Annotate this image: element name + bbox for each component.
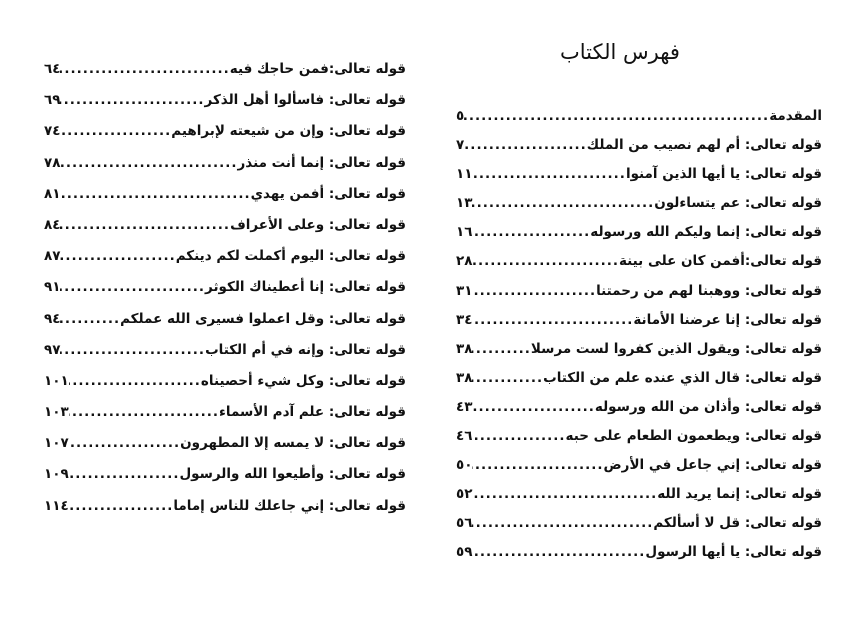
dot-leader <box>472 457 603 473</box>
toc-entry <box>44 217 406 248</box>
toc-entry-title: قوله تعالى: أفمن يهدي <box>250 185 406 202</box>
toc-entry-page: ٩١ <box>44 279 61 296</box>
dot-leader <box>60 311 120 327</box>
toc-entry-page: ٩٤ <box>44 310 61 327</box>
toc-entry-page: ٣٨ <box>456 340 473 357</box>
toc-entry-title: قوله تعالى:أفمن كان على بينة <box>618 253 822 270</box>
toc-entry-page: ٣٤ <box>456 311 473 328</box>
toc-entry <box>456 428 822 457</box>
toc-entry-title: قوله تعالى: أم لهم نصيب من الملك <box>586 137 822 154</box>
toc-entry-title: قوله تعالى: وكل شيء أحصيناه <box>200 372 406 389</box>
toc-entry <box>456 195 822 224</box>
toc-entry-page: ٨١ <box>44 185 61 202</box>
toc-entry-page: ٢٨ <box>456 253 473 270</box>
toc-entry <box>44 435 406 466</box>
toc-entry-page: ٥ <box>456 108 465 124</box>
toc-entry-page: ١٠١ <box>44 372 69 389</box>
toc-entry-page: ١٦ <box>456 224 473 241</box>
toc-entry <box>44 404 406 435</box>
toc-entry-title: قوله تعالى:فمن حاجك فيه <box>229 61 406 77</box>
toc-entry <box>44 498 406 529</box>
toc-entry-title: قوله تعالى: ويطعمون الطعام على حبه <box>565 428 822 445</box>
toc-entry-page: ٧٨ <box>44 154 61 171</box>
toc-entry-title: قوله تعالى: يا أيها الرسول <box>645 544 822 561</box>
toc-entry-title: قوله تعالى: قل لا أسألكم <box>653 515 822 532</box>
toc-entry-page: ١٠٩ <box>44 466 69 483</box>
dot-leader <box>60 155 237 171</box>
toc-entry-page: ٣٨ <box>456 369 473 386</box>
toc-entry <box>456 137 822 166</box>
toc-entry-title: قوله تعالى: إنا أعطيناك الكوثر <box>205 279 406 296</box>
toc-entry-title: قوله تعالى: وإنه في أم الكتاب <box>205 341 406 358</box>
toc-entry <box>456 166 822 195</box>
toc-entry-title: قوله تعالى: قال الذي عنده علم من الكتاب <box>543 369 822 386</box>
toc-entry <box>44 155 406 186</box>
toc-entry <box>456 108 822 137</box>
toc-entry-page: ٦٤ <box>44 61 61 77</box>
toc-entry <box>44 342 406 373</box>
toc-entry-title: قوله تعالى: لا يمسه إلا المطهرون <box>180 435 406 452</box>
toc-right-column <box>456 108 822 574</box>
toc-entry-page: ٥٠ <box>456 457 473 474</box>
toc-entry-title: قوله تعالى: إني جاعل في الأرض <box>603 457 822 474</box>
toc-entry-title: قوله تعالى: وقل اعملوا فسيرى الله عملكم <box>120 310 406 327</box>
dot-leader <box>472 370 543 386</box>
toc-entry <box>456 399 822 428</box>
toc-entry-page: ٣١ <box>456 282 473 299</box>
dot-leader <box>60 279 205 295</box>
dot-leader <box>60 186 250 202</box>
toc-entry-page: ١٠٣ <box>44 404 69 421</box>
toc-entry <box>456 486 822 515</box>
toc-entry-title: قوله تعالى: إنما يريد الله <box>657 486 822 503</box>
toc-entry <box>44 123 406 154</box>
toc-entry-page: ٦٩ <box>44 92 61 109</box>
toc-entry <box>44 466 406 497</box>
toc-entry-title: قوله تعالى: علم آدم الأسماء <box>219 404 406 421</box>
toc-entry-title: قوله تعالى: ووهبنا لهم من رحمتنا <box>596 282 822 299</box>
toc-entry-title: قوله تعالى: وأطيعوا الله والرسول <box>179 466 406 483</box>
toc-entry-page: ٩٧ <box>44 341 61 358</box>
toc-entry <box>456 544 822 573</box>
dot-leader <box>60 342 205 358</box>
toc-entry-page: ٧٤ <box>44 123 61 140</box>
toc-entry-page: ٤٦ <box>456 428 473 445</box>
toc-entry-page: ٨٧ <box>44 248 61 265</box>
dot-leader <box>60 217 230 233</box>
toc-entry-page: ١٣ <box>456 195 473 212</box>
toc-entry-page: ٨٤ <box>44 216 61 233</box>
dot-leader <box>69 466 180 482</box>
dot-leader <box>472 253 618 269</box>
toc-entry <box>44 279 406 310</box>
toc-entry <box>456 224 822 253</box>
toc-entry-title: قوله تعالى: إنما وليكم الله ورسوله <box>590 224 822 241</box>
dot-leader <box>472 515 653 531</box>
toc-entry <box>456 457 822 486</box>
dot-leader <box>69 373 201 389</box>
toc-entry-page: ١١٤ <box>44 497 69 514</box>
dot-leader <box>472 399 594 415</box>
page-title: فهرس الكتاب <box>560 40 680 64</box>
toc-entry-title: قوله تعالى: وأذان من الله ورسوله <box>594 398 822 415</box>
toc-entry <box>44 186 406 217</box>
dot-leader <box>60 123 171 139</box>
dot-leader <box>69 404 219 420</box>
toc-entry <box>44 61 406 92</box>
toc-entry <box>456 253 822 282</box>
dot-leader <box>472 283 596 299</box>
dot-leader <box>464 137 587 153</box>
dot-leader <box>60 248 175 264</box>
toc-entry-title: قوله تعالى: فاسألوا أهل الذكر <box>204 92 406 109</box>
toc-entry <box>44 373 406 404</box>
toc-entry-title: قوله تعالى: اليوم أكملت لكم دينكم <box>175 248 406 265</box>
dot-leader <box>472 544 645 560</box>
toc-entry <box>456 515 822 544</box>
dot-leader <box>472 341 530 357</box>
toc-entry <box>456 341 822 370</box>
toc-entry-title: قوله تعالى: وعلى الأعراف <box>230 216 406 233</box>
toc-entry-page: ٥٢ <box>456 486 473 503</box>
toc-entry <box>44 248 406 279</box>
toc-entry-title: قوله تعالى: وإن من شيعته لإبراهيم <box>171 123 406 140</box>
dot-leader <box>472 486 657 502</box>
dot-leader <box>69 498 174 514</box>
toc-entry-title: قوله تعالى: إني جاعلك للناس إماما <box>173 497 406 514</box>
dot-leader <box>69 435 180 451</box>
dot-leader <box>60 61 229 77</box>
toc-entry-title: قوله تعالى: عم يتساءلون <box>654 195 822 212</box>
toc-entry <box>44 92 406 123</box>
dot-leader <box>472 312 633 328</box>
toc-entry <box>456 283 822 312</box>
toc-entry-title: قوله تعالى: إنما أنت منذر <box>237 154 406 171</box>
dot-leader <box>464 108 769 124</box>
toc-entry-page: ٥٩ <box>456 544 473 561</box>
toc-left-column <box>44 61 406 529</box>
dot-leader <box>472 428 565 444</box>
toc-entry-title: قوله تعالى: يا أيها الذين آمنوا <box>625 166 822 183</box>
toc-entry-page: ٧ <box>456 137 465 154</box>
dot-leader <box>472 195 654 211</box>
toc-entry-title: قوله تعالى: إنا عرضنا الأمانة <box>633 311 822 328</box>
dot-leader <box>472 224 590 240</box>
toc-entry-title: المقدمة <box>769 108 822 124</box>
toc-entry-page: ١١ <box>456 166 473 183</box>
toc-entry <box>456 312 822 341</box>
toc-entry-page: ٥٦ <box>456 515 473 532</box>
toc-entry <box>456 370 822 399</box>
toc-entry <box>44 311 406 342</box>
dot-leader <box>472 166 625 182</box>
toc-entry-title: قوله تعالى: ويقول الذين كفروا لست مرسلا <box>530 340 822 357</box>
dot-leader <box>60 92 204 108</box>
toc-entry-page: ١٠٧ <box>44 435 69 452</box>
toc-entry-page: ٤٣ <box>456 398 473 415</box>
